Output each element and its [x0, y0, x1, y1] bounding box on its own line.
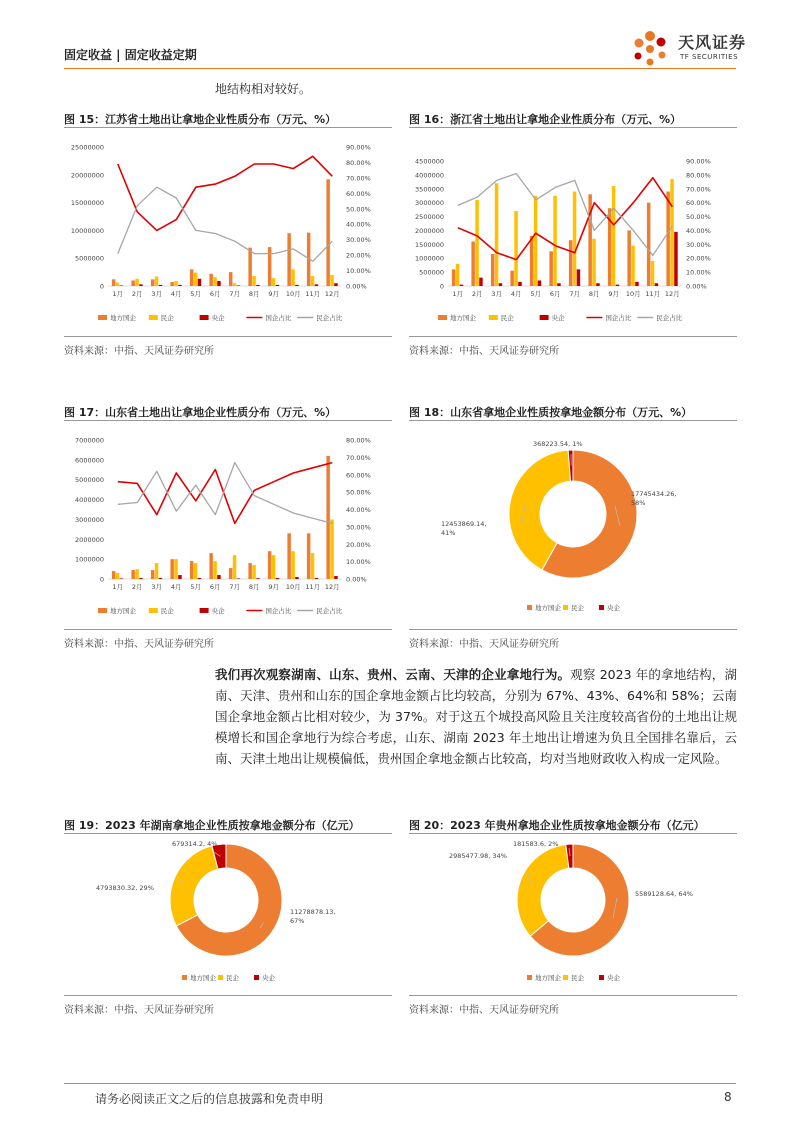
y2-tick-label: 40.00% — [346, 220, 371, 229]
x-tick-label: 6月 — [209, 290, 221, 298]
y2-tick-label: 80.00% — [346, 158, 371, 167]
bar-民企 — [135, 569, 139, 579]
bar-地方国企 — [151, 279, 155, 286]
bar-民企 — [116, 283, 120, 286]
bar-民企 — [155, 563, 159, 579]
fig17-title: 图 17：山东省土地出让拿地企业性质分布（万元、%） — [64, 406, 337, 419]
x-tick-label: 6月 — [209, 583, 221, 591]
fig20-source: 资料来源：中指、天风证券研究所 — [409, 1005, 559, 1016]
fig19-chart — [64, 838, 392, 990]
bar-民企 — [330, 275, 334, 286]
y-tick-label: 2000000 — [75, 535, 104, 544]
bar-央企 — [499, 283, 503, 286]
y-tick-label: 500000 — [419, 268, 444, 277]
legend-swatch-民企 — [563, 975, 568, 980]
fig17-source: 资料来源：中指、天风证券研究所 — [64, 639, 214, 650]
bar-民企 — [213, 277, 217, 286]
donut-slice-民企 — [170, 846, 218, 926]
bar-央企 — [479, 278, 483, 286]
x-tick-label: 5月 — [190, 290, 202, 298]
slice-data-label: 12453869.14, — [441, 520, 487, 528]
y-tick-label: 7000000 — [75, 436, 104, 445]
legend-label: 央企 — [211, 607, 225, 615]
y2-tick-label: 60.00% — [686, 199, 711, 208]
bar-地方国企 — [248, 248, 252, 286]
bar-民企 — [631, 246, 635, 286]
x-tick-label: 2月 — [131, 583, 143, 591]
legend-label: 民企 — [160, 607, 174, 615]
legend-label: 民企占比 — [316, 607, 343, 615]
legend-label: 民企占比 — [316, 314, 343, 322]
slice-data-label: 4793830.32, 29% — [96, 884, 154, 892]
bar-地方国企 — [510, 271, 514, 286]
bar-地方国企 — [287, 233, 291, 286]
legend-label: 地方国企 — [535, 604, 561, 612]
legend-label: 民企 — [226, 974, 239, 982]
y2-tick-label: 50.00% — [346, 488, 371, 497]
bar-地方国企 — [666, 192, 670, 286]
y-tick-label: 4000000 — [75, 496, 104, 505]
donut-slice-民企 — [517, 844, 569, 936]
legend-swatch-地方国企 — [98, 608, 107, 613]
x-tick-label: 3月 — [151, 290, 163, 298]
bar-民企 — [495, 183, 499, 286]
analysis-lead: 我们再次观察湖南、山东、贵州、云南、天津的企业拿地行为。 — [215, 667, 571, 682]
bar-地方国企 — [112, 279, 116, 286]
bar-民企 — [252, 565, 256, 579]
legend-label: 央企 — [607, 974, 620, 982]
x-tick-label: 8月 — [588, 290, 600, 298]
y2-tick-label: 20.00% — [346, 540, 371, 549]
bar-央企 — [198, 578, 202, 579]
bar-央企 — [139, 578, 143, 579]
bar-民企 — [291, 551, 295, 579]
bar-地方国企 — [326, 456, 330, 579]
bar-央企 — [276, 578, 280, 579]
y2-tick-label: 60.00% — [346, 189, 371, 198]
x-tick-label: 9月 — [608, 290, 620, 298]
x-tick-label: 7月 — [229, 583, 241, 591]
bar-民企 — [272, 555, 276, 579]
slice-data-label: 679314.2, 4% — [172, 840, 218, 848]
bar-民企 — [272, 278, 276, 286]
fig15-source: 资料来源：中指、天风证券研究所 — [64, 346, 214, 357]
legend-label: 地方国企 — [110, 607, 136, 615]
y-tick-label: 15000000 — [70, 199, 104, 208]
y2-tick-label: 90.00% — [686, 157, 711, 166]
x-tick-label: 9月 — [268, 583, 280, 591]
fig17-chart — [60, 428, 400, 623]
bar-央企 — [217, 281, 221, 286]
footer-disclaimer: 请务必阅读正文之后的信息披露和免责申明 — [95, 1092, 324, 1106]
bar-民企 — [155, 277, 159, 286]
legend-swatch-民企 — [489, 315, 498, 320]
y2-tick-label: 50.00% — [686, 213, 711, 222]
bar-民企 — [233, 283, 237, 286]
y2-tick-label: 40.00% — [346, 506, 371, 514]
legend-label: 民企 — [571, 974, 584, 982]
x-tick-label: 11月 — [645, 290, 661, 298]
fig16-title: 图 16：浙江省土地出让拿地企业性质分布（万元、%） — [409, 113, 682, 126]
analysis-body: 观察 2023 年的拿地结构，湖南、天津、贵州和山东的国企拿地金额占比均较高，分别为 67%、43%、64%和 58%；云南国企拿地金额占比相对较少，为 37%。对于这五个城投高风险且关注度较高省份的土地出让规模增长和国企拿地行为综合考虑，山东、湖南 2023 年土地出让增速为负且全国排名靠后，云南、天津土地出让规模偏低，贵州国企拿地金额占比较高，均对当地财政收入构成一定风险。 — [215, 667, 737, 766]
y-tick-label: 3000000 — [415, 199, 444, 208]
x-tick-label: 5月 — [190, 583, 202, 591]
bar-民企 — [135, 279, 139, 286]
bar-央企 — [557, 283, 561, 286]
bar-央企 — [295, 577, 299, 579]
y2-tick-label: 70.00% — [346, 174, 371, 183]
bar-央企 — [178, 575, 182, 579]
x-tick-label: 4月 — [170, 290, 182, 298]
bar-央企 — [178, 285, 182, 286]
bar-地方国企 — [268, 247, 272, 286]
y2-tick-label: 10.00% — [686, 268, 711, 277]
y-tick-label: 5000000 — [75, 476, 104, 485]
y-tick-label: 1000000 — [75, 555, 104, 564]
slice-data-label: 181583.6, 2% — [513, 840, 559, 848]
y-tick-label: 6000000 — [75, 456, 104, 465]
y2-tick-label: 80.00% — [686, 171, 711, 180]
line-国企占比 — [458, 178, 673, 260]
legend-label: 国企占比 — [605, 314, 632, 322]
y2-tick-label: 70.00% — [686, 185, 711, 194]
legend-label: 地方国企 — [450, 314, 476, 322]
bar-民企 — [311, 553, 315, 579]
slice-data-label: 5589128.64, 64% — [635, 890, 693, 898]
analysis-paragraph — [215, 664, 737, 769]
y-tick-label: 3500000 — [415, 185, 444, 194]
bar-地方国企 — [209, 553, 213, 579]
bar-央企 — [334, 283, 338, 286]
y2-tick-label: 60.00% — [346, 471, 371, 480]
y-tick-label: 10000000 — [70, 226, 104, 235]
x-tick-label: 11月 — [305, 583, 321, 591]
y-tick-label: 1000000 — [415, 254, 444, 263]
y2-tick-label: 30.00% — [686, 240, 711, 249]
bar-央企 — [616, 285, 620, 286]
x-tick-label: 2月 — [471, 290, 483, 298]
fig18-source: 资料来源：中指、天风证券研究所 — [409, 639, 559, 650]
slice-data-label: 67% — [290, 917, 305, 925]
legend-label: 民企占比 — [656, 314, 683, 322]
fig16-source: 资料来源：中指、天风证券研究所 — [409, 346, 559, 357]
x-tick-label: 9月 — [268, 290, 280, 298]
bar-地方国企 — [131, 570, 135, 579]
bar-央企 — [276, 285, 280, 286]
bar-地方国企 — [471, 242, 475, 286]
y2-tick-label: 40.00% — [686, 226, 711, 235]
bar-地方国企 — [627, 230, 631, 286]
y-tick-label: 1500000 — [415, 240, 444, 249]
fig20-title: 图 20：2023 年贵州拿地企业性质按拿地金额分布（亿元） — [409, 819, 705, 832]
slice-data-label: 2985477.98, 34% — [449, 852, 507, 860]
bar-央企 — [139, 284, 143, 286]
bar-央企 — [120, 578, 124, 579]
legend-swatch-央企 — [200, 608, 209, 613]
legend-label: 地方国企 — [110, 314, 136, 322]
legend-swatch-央企 — [200, 315, 209, 320]
x-tick-label: 1月 — [112, 290, 124, 298]
legend-label: 央企 — [551, 314, 565, 322]
x-tick-label: 3月 — [151, 583, 163, 591]
fig18-title: 图 18：山东省拿地企业性质按拿地金额分布（万元、%） — [409, 406, 693, 419]
bar-地方国企 — [647, 203, 651, 286]
fig20-bottom-rule — [409, 995, 737, 996]
x-tick-label: 8月 — [248, 583, 260, 591]
x-tick-label: 1月 — [112, 583, 124, 591]
slice-data-label: 58% — [631, 499, 646, 507]
bar-地方国企 — [248, 563, 252, 579]
y2-tick-label: 10.00% — [346, 558, 371, 567]
bar-央企 — [256, 578, 260, 579]
x-tick-label: 5月 — [530, 290, 542, 298]
logo-english-name: TF SECURITIES — [680, 53, 739, 61]
fig18-title-rule — [409, 420, 737, 421]
bar-民企 — [573, 192, 577, 286]
bar-地方国企 — [209, 274, 213, 286]
fig16-title-rule — [409, 127, 737, 128]
bar-民企 — [194, 563, 198, 579]
y-tick-label: 5000000 — [75, 254, 104, 263]
bar-地方国企 — [491, 254, 495, 286]
y2-tick-label: 0.00% — [686, 282, 707, 291]
bar-地方国企 — [530, 236, 534, 286]
bar-民企 — [174, 559, 178, 579]
bar-地方国企 — [190, 269, 194, 286]
legend-swatch-民企 — [149, 608, 158, 613]
y-tick-label: 4000000 — [415, 171, 444, 180]
x-tick-label: 12月 — [324, 290, 340, 298]
fig19-title-rule — [64, 833, 392, 834]
bar-央企 — [538, 280, 542, 286]
bar-地方国企 — [131, 280, 135, 286]
bar-民企 — [291, 269, 295, 286]
bar-民企 — [592, 239, 596, 286]
fig18-chart — [409, 428, 737, 623]
bar-地方国企 — [452, 269, 456, 286]
bar-地方国企 — [229, 568, 233, 579]
y-tick-label: 4500000 — [415, 157, 444, 166]
fig15-title: 图 15：江苏省土地出让拿地企业性质分布（万元、%） — [64, 113, 337, 126]
x-tick-label: 12月 — [664, 290, 680, 298]
y2-tick-label: 20.00% — [686, 254, 711, 263]
y2-tick-label: 0.00% — [346, 575, 367, 584]
bar-民企 — [475, 200, 479, 286]
flower-logo-icon — [628, 28, 674, 72]
page-number: 8 — [724, 1090, 732, 1104]
legend-swatch-央企 — [540, 315, 549, 320]
slice-data-label: 17745434.26, — [631, 490, 677, 498]
legend-label: 央企 — [211, 314, 225, 322]
x-tick-label: 12月 — [324, 583, 340, 591]
bar-地方国企 — [307, 533, 311, 579]
slice-data-label: 11278878.13, — [290, 908, 336, 916]
x-tick-label: 8月 — [248, 290, 260, 298]
bar-央企 — [315, 284, 319, 286]
fig16-chart — [400, 135, 740, 330]
legend-swatch-央企 — [254, 975, 259, 980]
x-tick-label: 6月 — [549, 290, 561, 298]
y-tick-label: 0 — [439, 282, 444, 291]
legend-swatch-地方国企 — [182, 975, 187, 980]
y2-tick-label: 50.00% — [346, 205, 371, 214]
bar-央企 — [655, 283, 659, 286]
y-tick-label: 0 — [99, 575, 104, 584]
legend-swatch-地方国企 — [527, 605, 532, 610]
fig19-title: 图 19：2023 年湖南拿地企业性质按拿地金额分布（亿元） — [64, 819, 360, 832]
legend-label: 地方国企 — [190, 974, 216, 982]
bar-央企 — [237, 578, 241, 579]
legend-label: 民企 — [571, 604, 584, 612]
bar-地方国企 — [151, 570, 155, 579]
y2-tick-label: 0.00% — [346, 282, 367, 291]
bar-民企 — [651, 261, 655, 286]
bar-地方国企 — [170, 282, 174, 286]
x-tick-label: 4月 — [510, 290, 522, 298]
footer-divider — [64, 1083, 736, 1084]
legend-swatch-央企 — [599, 975, 604, 980]
x-tick-label: 4月 — [170, 583, 182, 591]
x-tick-label: 3月 — [491, 290, 503, 298]
legend-swatch-民企 — [563, 605, 568, 610]
bar-民企 — [456, 264, 460, 286]
bar-地方国企 — [287, 533, 291, 579]
y2-tick-label: 30.00% — [346, 523, 371, 532]
logo-chinese-name: 天风证券 — [678, 33, 747, 52]
legend-label: 民企 — [500, 314, 514, 322]
bar-地方国企 — [190, 561, 194, 579]
legend-label: 央企 — [262, 974, 275, 982]
bar-民企 — [612, 186, 616, 286]
y-tick-label: 0 — [99, 282, 104, 291]
fig18-bottom-rule — [409, 629, 737, 630]
y2-tick-label: 30.00% — [346, 236, 371, 245]
bar-民企 — [174, 281, 178, 286]
fig20-title-rule — [409, 833, 737, 834]
bar-民企 — [330, 519, 334, 579]
bar-央企 — [198, 279, 202, 286]
x-tick-label: 7月 — [569, 290, 581, 298]
legend-label: 民企 — [160, 314, 174, 322]
y2-tick-label: 90.00% — [346, 143, 371, 152]
y-tick-label: 2000000 — [415, 226, 444, 235]
bar-地方国企 — [229, 272, 233, 286]
x-tick-label: 10月 — [625, 290, 641, 298]
y-tick-label: 2500000 — [415, 213, 444, 222]
bar-民企 — [534, 196, 538, 286]
legend-swatch-地方国企 — [527, 975, 532, 980]
bar-民企 — [514, 211, 518, 286]
legend-swatch-地方国企 — [98, 315, 107, 320]
fig19-source: 资料来源：中指、天风证券研究所 — [64, 1005, 214, 1016]
legend-label: 国企占比 — [265, 607, 292, 615]
bar-地方国企 — [112, 571, 116, 579]
x-tick-label: 10月 — [285, 583, 301, 591]
line-民企占比 — [458, 174, 673, 256]
bar-央企 — [315, 578, 319, 579]
legend-label: 央企 — [607, 604, 620, 612]
bar-民企 — [670, 179, 674, 286]
fig20-chart — [409, 838, 737, 990]
bar-民企 — [116, 573, 120, 579]
bar-央企 — [217, 575, 221, 579]
y-tick-label: 20000000 — [70, 171, 104, 180]
bar-央企 — [256, 285, 260, 286]
bar-央企 — [518, 282, 522, 286]
legend-swatch-民企 — [218, 975, 223, 980]
x-tick-label: 2月 — [131, 290, 143, 298]
x-tick-label: 1月 — [452, 290, 464, 298]
bar-民企 — [233, 555, 237, 579]
bar-央企 — [577, 269, 581, 286]
fig17-bottom-rule — [64, 629, 392, 630]
bar-央企 — [159, 285, 163, 286]
bar-地方国企 — [549, 251, 553, 286]
x-tick-label: 7月 — [229, 290, 241, 298]
bar-央企 — [159, 578, 163, 579]
y2-tick-label: 70.00% — [346, 453, 371, 462]
bar-民企 — [252, 276, 256, 286]
fig17-title-rule — [64, 420, 392, 421]
x-tick-label: 10月 — [285, 290, 301, 298]
slice-data-label: 41% — [441, 529, 456, 537]
legend-swatch-民企 — [149, 315, 158, 320]
bar-央企 — [120, 285, 124, 286]
y2-tick-label: 80.00% — [346, 436, 371, 445]
fig15-chart — [60, 135, 400, 330]
fig15-bottom-rule — [64, 336, 392, 337]
report-section-title: 固定收益 | 固定收益定期 — [64, 48, 197, 62]
bar-地方国企 — [170, 559, 174, 579]
y2-tick-label: 10.00% — [346, 267, 371, 276]
bar-央企 — [460, 285, 464, 286]
fig15-title-rule — [64, 127, 392, 128]
legend-swatch-地方国企 — [438, 315, 447, 320]
x-tick-label: 11月 — [305, 290, 321, 298]
legend-label: 地方国企 — [535, 974, 561, 982]
bar-央企 — [334, 576, 338, 579]
tf-securities-logo — [628, 28, 748, 72]
bar-央企 — [635, 282, 639, 286]
fig19-bottom-rule — [64, 995, 392, 996]
bar-地方国企 — [569, 240, 573, 286]
bar-民企 — [213, 561, 217, 579]
y-tick-label: 3000000 — [75, 515, 104, 524]
intro-text: 地结构相对较好。 — [215, 82, 312, 96]
bar-民企 — [553, 196, 557, 286]
slice-data-label: 368223.54, 1% — [533, 440, 583, 448]
legend-swatch-央企 — [599, 605, 604, 610]
y-tick-label: 25000000 — [70, 143, 104, 152]
bar-央企 — [674, 232, 678, 286]
bar-地方国企 — [326, 179, 330, 286]
bar-央企 — [596, 283, 600, 286]
bar-央企 — [295, 285, 299, 286]
bar-民企 — [194, 273, 198, 286]
bar-地方国企 — [268, 551, 272, 579]
y2-tick-label: 20.00% — [346, 251, 371, 260]
legend-label: 国企占比 — [265, 314, 292, 322]
fig16-bottom-rule — [409, 336, 737, 337]
bar-民企 — [311, 276, 315, 286]
bar-央企 — [237, 285, 241, 286]
